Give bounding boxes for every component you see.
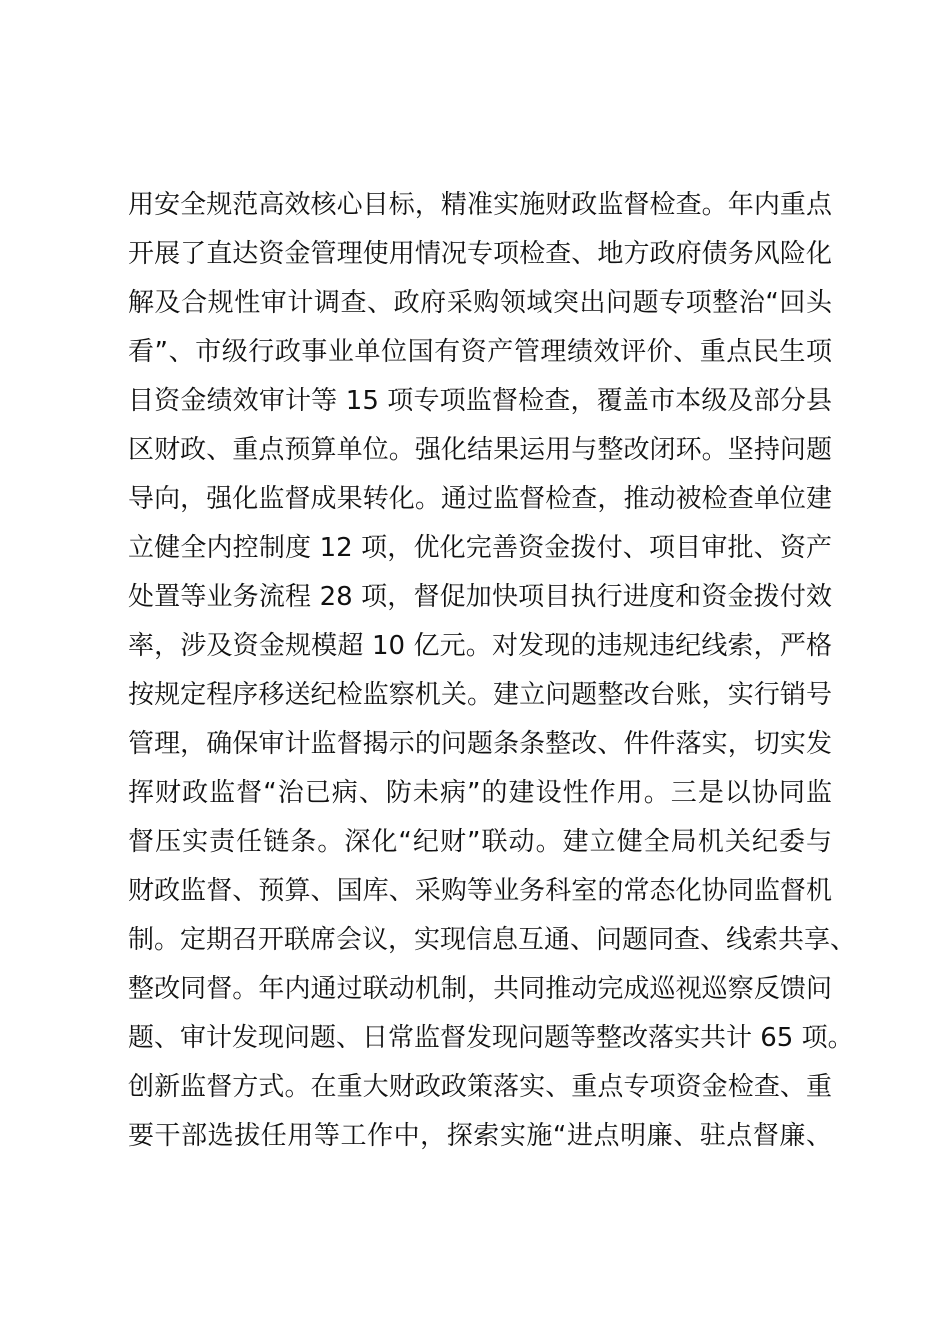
text-line: 题、审计发现问题、日常监督发现问题等整改落实共计 65 项。 xyxy=(128,1023,854,1053)
text-line: 按规定程序移送纪检监察机关。建立问题整改台账，实行销号 xyxy=(128,680,832,710)
text-line: 目资金绩效审计等 15 项专项监督检查，覆盖市本级及部分县 xyxy=(128,386,832,416)
text-line: 率，涉及资金规模超 10 亿元。对发现的违规违纪线索，严格 xyxy=(128,631,832,661)
text-line: 开展了直达资金管理使用情况专项检查、地方政府债务风险化 xyxy=(128,239,832,269)
text-line: 处置等业务流程 28 项，督促加快项目执行进度和资金拨付效 xyxy=(128,582,832,612)
text-line: 创新监督方式。在重大财政政策落实、重点专项资金检查、重 xyxy=(128,1072,832,1102)
text-line: 财政监督、预算、国库、采购等业务科室的常态化协同监督机 xyxy=(128,876,832,906)
text-line: 区财政、重点预算单位。强化结果运用与整改闭环。坚持问题 xyxy=(128,435,832,465)
text-line: 立健全内控制度 12 项，优化完善资金拨付、项目审批、资产 xyxy=(128,533,832,563)
text-line: 制。定期召开联席会议，实现信息互通、问题同查、线索共享、 xyxy=(128,925,857,955)
text-line: 要干部选拔任用等工作中，探索实施“进点明廉、驻点督廉、 xyxy=(128,1121,832,1151)
text-line: 整改同督。年内通过联动机制，共同推动完成巡视巡察反馈问 xyxy=(128,974,832,1004)
text-line: 管理，确保审计监督揭示的问题条条整改、件件落实，切实发 xyxy=(128,729,832,759)
text-line: 导向，强化监督成果转化。通过监督检查，推动被检查单位建 xyxy=(128,484,832,514)
text-line: 看”、市级行政事业单位国有资产管理绩效评价、重点民生项 xyxy=(128,337,832,367)
body-paragraph xyxy=(128,181,857,1161)
text-line: 挥财政监督“治已病、防未病”的建设性作用。三是以协同监 xyxy=(128,778,832,808)
text-line: 用安全规范高效核心目标，精准实施财政监督检查。年内重点 xyxy=(128,190,832,220)
text-line: 督压实责任链条。深化“纪财”联动。建立健全局机关纪委与 xyxy=(128,827,832,857)
text-line: 解及合规性审计调查、政府采购领域突出问题专项整治“回头 xyxy=(128,288,832,318)
